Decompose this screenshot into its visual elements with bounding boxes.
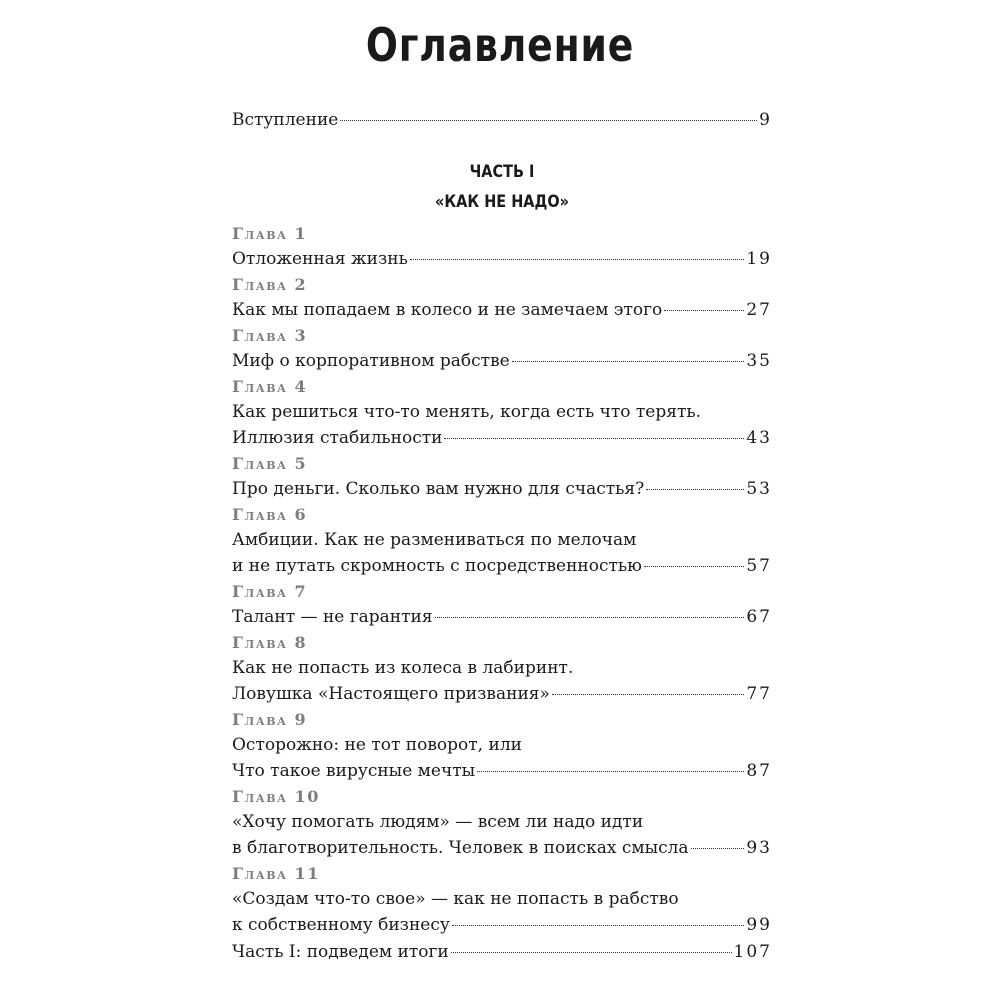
chapter-title: Отложенная жизнь xyxy=(232,249,408,269)
toc-page-number: 53 xyxy=(746,479,772,499)
chapter-title: в благотворительность. Человек в поисках смысла xyxy=(232,838,689,858)
chapter-title-line: Как решиться что-то менять, когда есть что терять. xyxy=(232,402,702,422)
toc-entry-intro[interactable] xyxy=(232,107,772,133)
toc-page-number: 77 xyxy=(746,684,772,704)
part-label: ЧАСТЬ I xyxy=(469,162,535,182)
dot-leader xyxy=(644,565,744,567)
toc-page-number: 9 xyxy=(759,110,772,130)
chapter-title: Как мы попадаем в колесо и не замечаем этого xyxy=(232,300,663,320)
page-title: Оглавление xyxy=(365,18,635,72)
dot-leader xyxy=(340,119,757,121)
chapter-label: Глава 8 xyxy=(232,633,308,652)
toc-entry-text: Вступление xyxy=(232,110,339,130)
chapter-title-line: «Создам что-то свое» — как не попасть в рабство xyxy=(232,889,679,909)
chapter-label: Глава 7 xyxy=(232,582,308,601)
table-of-contents xyxy=(232,107,772,965)
chapter-title: Что такое вирусные мечты xyxy=(232,761,476,781)
dot-leader xyxy=(477,770,744,772)
chapter-title: и не путать скромность с посредственностью xyxy=(232,556,642,576)
toc-chapter-4[interactable] xyxy=(232,375,772,451)
chapter-title: Про деньги. Сколько вам нужно для счастья? xyxy=(232,479,645,499)
chapter-label: Глава 4 xyxy=(232,377,308,396)
toc-chapter-6[interactable] xyxy=(232,503,772,579)
toc-page-number: 107 xyxy=(733,942,772,962)
dot-leader xyxy=(691,847,745,849)
chapter-title-line: Осторожно: не тот поворот, или xyxy=(232,735,522,755)
toc-page-number: 27 xyxy=(746,300,772,320)
part-subtitle: «КАК НЕ НАДО» xyxy=(435,192,569,212)
toc-chapter-9[interactable] xyxy=(232,708,772,784)
toc-page-number: 87 xyxy=(746,761,772,781)
chapter-label: Глава 9 xyxy=(232,710,308,729)
toc-chapter-8[interactable] xyxy=(232,631,772,707)
chapter-title-line: «Хочу помогать людям» — всем ли надо идти xyxy=(232,812,644,832)
dot-leader xyxy=(452,924,745,926)
toc-page-number: 67 xyxy=(746,607,772,627)
toc-entry-text: Часть I: подведем итоги xyxy=(232,942,449,962)
dot-leader xyxy=(435,616,745,618)
toc-page-number: 19 xyxy=(746,249,772,269)
toc-chapter-2[interactable] xyxy=(232,273,772,323)
toc-chapter-11[interactable] xyxy=(232,862,772,938)
chapter-label: Глава 3 xyxy=(232,326,308,345)
chapter-title: Талант — не гарантия xyxy=(232,607,433,627)
toc-page-number: 57 xyxy=(746,556,772,576)
chapter-title: к собственному бизнесу xyxy=(232,915,450,935)
toc-chapter-5[interactable] xyxy=(232,452,772,502)
chapter-label: Глава 10 xyxy=(232,787,320,806)
toc-chapter-7[interactable] xyxy=(232,580,772,630)
dot-leader xyxy=(444,437,744,439)
dot-leader xyxy=(664,309,744,311)
dot-leader xyxy=(451,951,732,953)
toc-page-number: 93 xyxy=(746,838,772,858)
chapter-label: Глава 1 xyxy=(232,224,308,243)
dot-leader xyxy=(410,258,745,260)
chapter-title-line: Амбиции. Как не размениваться по мелочам xyxy=(232,530,637,550)
chapter-title: Иллюзия стабильности xyxy=(232,428,443,448)
chapter-label: Глава 11 xyxy=(232,864,320,883)
chapter-label: Глава 5 xyxy=(232,454,308,473)
toc-page-number: 43 xyxy=(746,428,772,448)
chapter-label: Глава 2 xyxy=(232,275,308,294)
toc-page-number: 99 xyxy=(746,915,772,935)
chapter-title: Ловушка «Настоящего призвания» xyxy=(232,684,550,704)
dot-leader xyxy=(552,693,744,695)
toc-page-number: 35 xyxy=(746,351,772,371)
toc-chapter-1[interactable] xyxy=(232,222,772,272)
chapter-title-line: Как не попасть из колеса в лабиринт. xyxy=(232,658,574,678)
dot-leader xyxy=(646,488,744,490)
chapter-title: Миф о корпоративном рабстве xyxy=(232,351,510,371)
dot-leader xyxy=(512,360,745,362)
toc-entry-summary[interactable] xyxy=(232,939,772,965)
chapter-label: Глава 6 xyxy=(232,505,308,524)
toc-chapter-3[interactable] xyxy=(232,324,772,374)
toc-chapter-10[interactable] xyxy=(232,785,772,861)
